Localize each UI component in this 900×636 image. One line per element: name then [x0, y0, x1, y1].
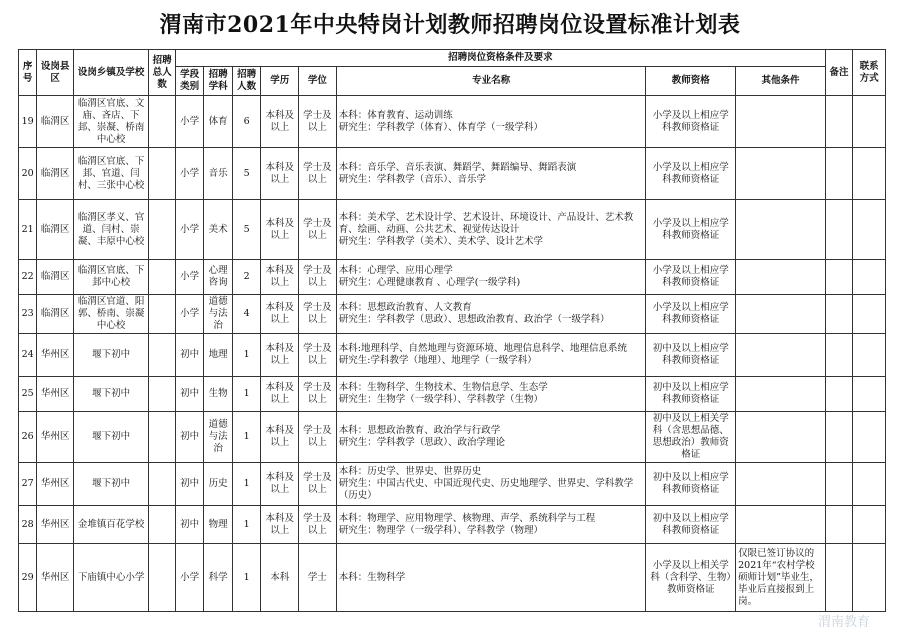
cell-cert: 初中及以上相应学科教师资格证: [646, 463, 736, 506]
cell-subject: 科学: [204, 544, 233, 612]
cell-degree: 本科及以上: [261, 295, 299, 334]
cell-total: [149, 295, 175, 334]
cell-county: 华州区: [37, 506, 74, 544]
cell-count: 1: [232, 506, 261, 544]
cell-degree: 本科及以上: [261, 96, 299, 148]
cell-major: 本科：生物科学、生物技术、生物信息学、生态学 研究生：生物学（一级学科）、学科教学（生物）: [336, 377, 646, 412]
cell-degree: 本科及以上: [261, 148, 299, 200]
cell-contact: [853, 200, 886, 260]
table-row: [19, 544, 886, 612]
table-row: [19, 96, 886, 148]
cell-contact: [853, 412, 886, 463]
cell-subject: 体育: [204, 96, 233, 148]
cell-subject: 心理咨询: [204, 260, 233, 295]
cell-major: 本科：物理学、应用物理学、核物理、声学、系统科学与工程 研究生：物理学（一级学科）、学科教学（物理）: [336, 506, 646, 544]
cell-total: [149, 412, 175, 463]
cell-contact: [853, 295, 886, 334]
cell-contact: [853, 334, 886, 377]
cell-degree: 本科及以上: [261, 412, 299, 463]
cell-count: 5: [232, 200, 261, 260]
cell-degree: 本科及以上: [261, 200, 299, 260]
cell-cert: 小学及以上相应学科教师资格证: [646, 295, 736, 334]
cell-county: 华州区: [37, 334, 74, 377]
header-cert: 教师资格: [646, 67, 736, 96]
cell-major: 本科：心理学、应用心理学 研究生：心理健康教育 、心理学(一级学科): [336, 260, 646, 295]
cell-school: 临渭区官底、下邽、官道、闫村、三张中心校: [74, 148, 149, 200]
cell-degree: 本科: [261, 544, 299, 612]
cell-degree: 本科及以上: [261, 463, 299, 506]
cell-academic: 学士及以上: [299, 334, 337, 377]
cell-school: 临渭区官道、阳郭、桥南、崇凝中心校: [74, 295, 149, 334]
cell-count: 4: [232, 295, 261, 334]
cell-degree: 本科及以上: [261, 506, 299, 544]
cell-count: 1: [232, 463, 261, 506]
cell-school: 金堆镇百花学校: [74, 506, 149, 544]
cell-total: [149, 200, 175, 260]
cell-level: 小学: [175, 260, 204, 295]
cell-other: [736, 334, 826, 377]
cell-remark: [825, 506, 853, 544]
header-total: 招聘总人数: [149, 50, 175, 96]
cell-total: [149, 377, 175, 412]
cell-level: 小学: [175, 544, 204, 612]
cell-no: 24: [19, 334, 37, 377]
cell-school: 临渭区孝义、官道、闫村、崇凝、丰原中心校: [74, 200, 149, 260]
cell-total: [149, 463, 175, 506]
cell-remark: [825, 260, 853, 295]
cell-count: 1: [232, 544, 261, 612]
cell-subject: 历史: [204, 463, 233, 506]
table-row: [19, 295, 886, 334]
cell-remark: [825, 200, 853, 260]
cell-degree: 本科及以上: [261, 260, 299, 295]
cell-total: [149, 506, 175, 544]
table-row: [19, 412, 886, 463]
cell-major: 本科：思想政治教育、政治学与行政学 研究生：学科教学（思政）、政治学理论: [336, 412, 646, 463]
cell-count: 1: [232, 412, 261, 463]
cell-level: 初中: [175, 377, 204, 412]
header-degree: 学历: [261, 67, 299, 96]
cell-remark: [825, 148, 853, 200]
cell-subject: 物理: [204, 506, 233, 544]
cell-major: 本科：美术学、艺术设计学、艺术设计、环境设计、产品设计、艺术教育、绘画、动画、公共艺术、视觉传达设计 研究生：学科教学（美术）、美术学、设计艺术学: [336, 200, 646, 260]
cell-subject: 音乐: [204, 148, 233, 200]
page-title: 渭南市2021年中央特岗计划教师招聘岗位设置标准计划表: [159, 12, 741, 38]
cell-count: 2: [232, 260, 261, 295]
cell-total: [149, 334, 175, 377]
cell-contact: [853, 506, 886, 544]
cell-other: [736, 96, 826, 148]
cell-other: [736, 463, 826, 506]
table-body: [19, 96, 886, 612]
cell-no: 27: [19, 463, 37, 506]
cell-remark: [825, 295, 853, 334]
watermark: 渭南教育: [817, 615, 870, 630]
cell-cert: 小学及以上相应学科教师资格证: [646, 148, 736, 200]
cell-other: [736, 148, 826, 200]
cell-academic: 学士及以上: [299, 412, 337, 463]
cell-total: [149, 148, 175, 200]
cell-county: 华州区: [37, 412, 74, 463]
cell-contact: [853, 96, 886, 148]
cell-major: 本科:地理科学、自然地理与资源环境、地理信息科学、地理信息系统 研究生:学科教学（地理）、地理学（一级学科）: [336, 334, 646, 377]
cell-remark: [825, 463, 853, 506]
cell-academic: 学士: [299, 544, 337, 612]
header-remark: 备注: [825, 50, 853, 96]
cell-level: 小学: [175, 148, 204, 200]
cell-contact: [853, 148, 886, 200]
cell-county: 临渭区: [37, 295, 74, 334]
cell-cert: 小学及以上相应学科教师资格证: [646, 96, 736, 148]
cell-level: 小学: [175, 96, 204, 148]
cell-county: 临渭区: [37, 260, 74, 295]
cell-academic: 学士及以上: [299, 463, 337, 506]
cell-major: 本科：生物科学: [336, 544, 646, 612]
header-contact: 联系方式: [853, 50, 886, 96]
cell-county: 华州区: [37, 377, 74, 412]
header-count: 招聘人数: [232, 67, 261, 96]
cell-academic: 学士及以上: [299, 377, 337, 412]
table-row: [19, 200, 886, 260]
cell-other: [736, 377, 826, 412]
cell-subject: 道德与法治: [204, 412, 233, 463]
cell-no: 29: [19, 544, 37, 612]
cell-total: [149, 96, 175, 148]
cell-degree: 本科及以上: [261, 334, 299, 377]
cell-academic: 学士及以上: [299, 260, 337, 295]
cell-subject: 生物: [204, 377, 233, 412]
cell-cert: 小学及以上相关学科（含科学、生物）教师资格证: [646, 544, 736, 612]
cell-cert: 初中及以上相关学科（含思想品德、思想政治）教师资格证: [646, 412, 736, 463]
cell-other: [736, 412, 826, 463]
header-school: 设岗乡镇及学校: [74, 50, 149, 96]
cell-contact: [853, 260, 886, 295]
cell-remark: [825, 412, 853, 463]
cell-county: 华州区: [37, 463, 74, 506]
cell-count: 6: [232, 96, 261, 148]
cell-academic: 学士及以上: [299, 96, 337, 148]
cell-total: [149, 260, 175, 295]
header-subject: 招聘学科: [204, 67, 233, 96]
header-major: 专业名称: [336, 67, 646, 96]
cell-school: 下庙镇中心小学: [74, 544, 149, 612]
cell-cert: 初中及以上相应学科教师资格证: [646, 334, 736, 377]
cell-school: 临渭区官底、文庙、吝店、下邽、崇凝、桥南中心校: [74, 96, 149, 148]
cell-total: [149, 544, 175, 612]
cell-no: 19: [19, 96, 37, 148]
cell-cert: 小学及以上相应学科教师资格证: [646, 260, 736, 295]
cell-academic: 学士及以上: [299, 506, 337, 544]
cell-no: 25: [19, 377, 37, 412]
table-row: [19, 463, 886, 506]
table-row: [19, 148, 886, 200]
cell-other: [736, 200, 826, 260]
cell-level: 初中: [175, 463, 204, 506]
cell-no: 23: [19, 295, 37, 334]
cell-contact: [853, 544, 886, 612]
cell-cert: 初中及以上相应学科教师资格证: [646, 506, 736, 544]
cell-other: [736, 295, 826, 334]
cell-major: 本科：体育教育、运动训练 研究生：学科教学（体育）、体育学（一级学科）: [336, 96, 646, 148]
cell-county: 华州区: [37, 544, 74, 612]
cell-remark: [825, 544, 853, 612]
cell-cert: 初中及以上相应学科教师资格证: [646, 377, 736, 412]
cell-remark: [825, 377, 853, 412]
cell-count: 1: [232, 377, 261, 412]
header-level: 学段类别: [175, 67, 204, 96]
cell-level: 小学: [175, 295, 204, 334]
header-group: 招聘岗位资格条件及要求: [175, 50, 825, 67]
cell-county: 临渭区: [37, 148, 74, 200]
table-row: [19, 506, 886, 544]
cell-subject: 地理: [204, 334, 233, 377]
cell-subject: 美术: [204, 200, 233, 260]
cell-count: 1: [232, 334, 261, 377]
cell-major: 本科：音乐学、音乐表演、舞蹈学、舞蹈编导、舞蹈表演 研究生：学科教学（音乐）、音乐学: [336, 148, 646, 200]
cell-no: 28: [19, 506, 37, 544]
cell-no: 22: [19, 260, 37, 295]
header-academic: 学位: [299, 67, 337, 96]
table-row: [19, 377, 886, 412]
table-row: [19, 260, 886, 295]
cell-school: 堰下初中: [74, 412, 149, 463]
cell-school: 堰下初中: [74, 463, 149, 506]
cell-school: 堰下初中: [74, 377, 149, 412]
cell-county: 临渭区: [37, 96, 74, 148]
cell-level: 初中: [175, 412, 204, 463]
cell-major: 本科：历史学、世界史、世界历史 研究生：中国古代史、中国近现代史、历史地理学、世界史、学科教学（历史）: [336, 463, 646, 506]
header-county: 设岗县区: [37, 50, 74, 96]
cell-other: 仅限已签订协议的2021年“农村学校硕师计划”毕业生，毕业后直接报到上岗。: [736, 544, 826, 612]
cell-level: 初中: [175, 334, 204, 377]
cell-no: 26: [19, 412, 37, 463]
cell-subject: 道德与法治: [204, 295, 233, 334]
cell-academic: 学士及以上: [299, 295, 337, 334]
cell-academic: 学士及以上: [299, 148, 337, 200]
cell-contact: [853, 377, 886, 412]
cell-level: 小学: [175, 200, 204, 260]
cell-contact: [853, 463, 886, 506]
cell-academic: 学士及以上: [299, 200, 337, 260]
cell-level: 初中: [175, 506, 204, 544]
table-row: [19, 334, 886, 377]
cell-degree: 本科及以上: [261, 377, 299, 412]
cell-other: [736, 506, 826, 544]
cell-major: 本科：思想政治教育、人文教育 研究生：学科教学（思政）、思想政治教育、政治学（一级学科）: [336, 295, 646, 334]
cell-no: 21: [19, 200, 37, 260]
cell-remark: [825, 96, 853, 148]
cell-county: 临渭区: [37, 200, 74, 260]
header-no: 序号: [19, 50, 37, 96]
recruitment-table: [18, 49, 886, 612]
cell-school: 堰下初中: [74, 334, 149, 377]
cell-count: 5: [232, 148, 261, 200]
cell-no: 20: [19, 148, 37, 200]
cell-school: 临渭区官底、下邽中心校: [74, 260, 149, 295]
cell-cert: 小学及以上相应学科教师资格证: [646, 200, 736, 260]
cell-other: [736, 260, 826, 295]
header-other: 其他条件: [736, 67, 826, 96]
cell-remark: [825, 334, 853, 377]
